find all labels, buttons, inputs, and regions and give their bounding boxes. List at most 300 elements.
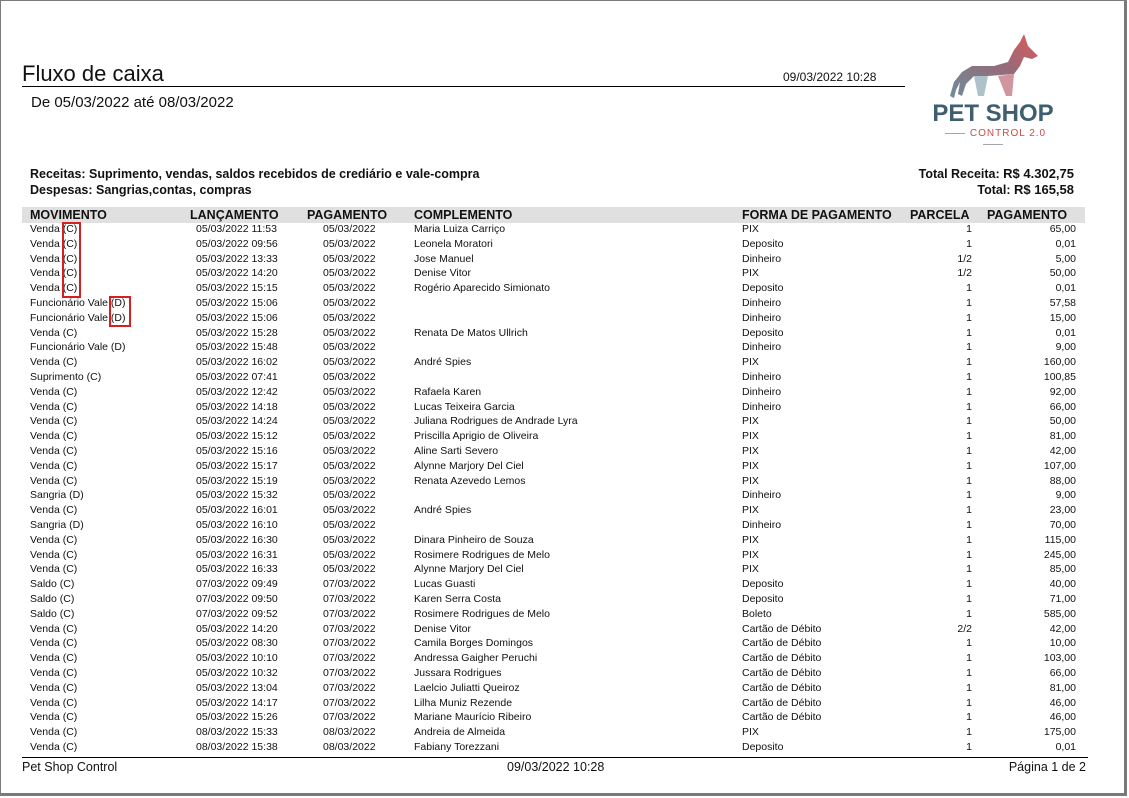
cell-parcela: 1 bbox=[966, 430, 972, 443]
cell-lancamento: 05/03/2022 14:20 bbox=[196, 267, 278, 280]
cell-valor: 5,00 bbox=[1055, 252, 1076, 265]
table-row bbox=[0, 444, 1129, 459]
cell-pagamento-data: 05/03/2022 bbox=[323, 237, 376, 250]
cell-forma-pagamento: PIX bbox=[742, 548, 759, 561]
cell-parcela: 1 bbox=[966, 371, 972, 383]
cell-pagamento-data: 05/03/2022 bbox=[323, 223, 376, 235]
cell-forma-pagamento: Dinheiro bbox=[742, 385, 782, 398]
cell-valor: 92,00 bbox=[1049, 385, 1076, 398]
cell-parcela: 1 bbox=[966, 578, 972, 591]
cell-lancamento: 07/03/2022 09:52 bbox=[196, 607, 278, 620]
cell-forma-pagamento: Cartão de Débito bbox=[742, 637, 822, 650]
cell-pagamento-data: 07/03/2022 bbox=[323, 667, 376, 679]
cell-forma-pagamento: PIX bbox=[742, 223, 759, 235]
cell-complemento: Rogério Aparecido Simionato bbox=[414, 282, 550, 295]
cell-movimento: Venda (C) bbox=[30, 533, 78, 546]
cell-movimento: Sangria (D) bbox=[30, 489, 84, 502]
cell-valor: 0,01 bbox=[1055, 326, 1076, 339]
cell-lancamento: 05/03/2022 16:30 bbox=[196, 533, 278, 546]
table-row bbox=[0, 696, 1129, 711]
cell-forma-pagamento: Dinheiro bbox=[742, 341, 782, 354]
total-geral bbox=[977, 182, 1074, 197]
cell-valor: 81,00 bbox=[1049, 681, 1076, 694]
cell-lancamento: 08/03/2022 15:33 bbox=[196, 726, 278, 739]
cell-complemento: Lucas Teixeira Garcia bbox=[414, 400, 515, 413]
header-movimento: MOVIMENTO bbox=[30, 208, 107, 222]
cell-pagamento-data: 07/03/2022 bbox=[323, 681, 376, 694]
cell-movimento: Funcionário Vale (D) bbox=[30, 297, 126, 309]
cell-forma-pagamento: Deposito bbox=[742, 741, 784, 753]
cell-forma-pagamento: PIX bbox=[742, 459, 759, 472]
cell-parcela: 1 bbox=[966, 667, 972, 679]
cell-valor: 115,00 bbox=[1044, 533, 1076, 546]
table-row bbox=[0, 666, 1129, 681]
cell-complemento: Aline Sarti Severo bbox=[414, 445, 499, 457]
cell-lancamento: 05/03/2022 14:20 bbox=[196, 622, 278, 635]
cell-forma-pagamento: Dinheiro bbox=[742, 252, 782, 265]
cell-valor: 100,85 bbox=[1043, 371, 1076, 383]
cell-pagamento-data: 07/03/2022 bbox=[323, 696, 376, 709]
cell-forma-pagamento: Deposito bbox=[742, 326, 784, 339]
cell-complemento: Camila Borges Domingos bbox=[414, 637, 534, 650]
cell-forma-pagamento: PIX bbox=[742, 415, 759, 428]
cell-movimento: Suprimento (C) bbox=[30, 371, 102, 383]
table-row bbox=[0, 562, 1129, 577]
cell-pagamento-data: 05/03/2022 bbox=[323, 341, 376, 354]
cell-movimento: Venda (C) bbox=[30, 430, 78, 443]
cell-complemento: Andreia de Almeida bbox=[414, 726, 506, 739]
cell-complemento: Denise Vitor bbox=[414, 267, 472, 280]
table-row bbox=[0, 355, 1129, 370]
cell-lancamento: 05/03/2022 10:10 bbox=[196, 652, 278, 665]
cell-parcela: 1 bbox=[966, 519, 972, 531]
cell-movimento: Venda (C) bbox=[30, 741, 78, 753]
table-row bbox=[0, 414, 1129, 429]
cell-lancamento: 05/03/2022 15:19 bbox=[196, 474, 278, 487]
cell-forma-pagamento: Cartão de Débito bbox=[742, 622, 822, 635]
table-row bbox=[0, 607, 1129, 622]
legend-receitas: Receitas: Suprimento, vendas, saldos recebidos de crediário e vale-compra bbox=[30, 167, 480, 181]
cell-lancamento: 05/03/2022 14:17 bbox=[196, 696, 278, 709]
cell-valor: 42,00 bbox=[1049, 445, 1076, 457]
cell-complemento: Alynne Marjory Del Ciel bbox=[414, 563, 524, 576]
cell-parcela: 1 bbox=[966, 504, 972, 517]
cell-movimento: Venda (C) bbox=[30, 652, 78, 665]
cell-complemento: Juliana Rodrigues de Andrade Lyra bbox=[414, 415, 578, 428]
cell-valor: 57,58 bbox=[1049, 297, 1076, 309]
total-receita-label: Total Receita: bbox=[918, 167, 1000, 181]
cell-parcela: 1 bbox=[966, 548, 972, 561]
cell-movimento: Venda (C) bbox=[30, 637, 78, 650]
cell-complemento: Denise Vitor bbox=[414, 622, 472, 635]
cell-forma-pagamento: PIX bbox=[742, 474, 759, 487]
cell-forma-pagamento: Deposito bbox=[742, 593, 784, 605]
cell-movimento: Funcionário Vale (D) bbox=[30, 311, 126, 324]
cell-parcela: 1 bbox=[966, 533, 972, 546]
cell-movimento: Funcionário Vale (D) bbox=[30, 341, 126, 354]
total-value: R$ 165,58 bbox=[1014, 182, 1074, 197]
footer-app-name: Pet Shop Control bbox=[22, 760, 118, 774]
cell-complemento: Renata Azevedo Lemos bbox=[414, 474, 526, 487]
cell-forma-pagamento: Cartão de Débito bbox=[742, 667, 822, 679]
cell-pagamento-data: 05/03/2022 bbox=[323, 563, 376, 576]
cell-valor: 245,00 bbox=[1043, 548, 1076, 561]
cell-lancamento: 05/03/2022 15:48 bbox=[196, 341, 278, 354]
total-receita-value: R$ 4.302,75 bbox=[1003, 166, 1074, 181]
cell-pagamento-data: 05/03/2022 bbox=[323, 415, 376, 428]
footer-printed-at: 09/03/2022 10:28 bbox=[507, 760, 605, 774]
cell-movimento: Sangria (D) bbox=[30, 519, 84, 531]
cell-pagamento-data: 05/03/2022 bbox=[323, 548, 376, 561]
cell-movimento: Venda (C) bbox=[30, 459, 78, 472]
cell-valor: 15,00 bbox=[1049, 311, 1076, 324]
cell-movimento: Venda (C) bbox=[30, 504, 78, 517]
cell-pagamento-data: 05/03/2022 bbox=[323, 385, 376, 398]
cell-valor: 585,00 bbox=[1043, 607, 1076, 620]
table-header bbox=[22, 207, 1085, 223]
cell-valor: 66,00 bbox=[1049, 667, 1076, 679]
cell-valor: 42,00 bbox=[1049, 622, 1076, 635]
table-row bbox=[0, 503, 1129, 518]
cell-complemento: Rosimere Rodrigues de Melo bbox=[414, 548, 550, 561]
cell-valor: 81,00 bbox=[1049, 430, 1076, 443]
cell-valor: 0,01 bbox=[1055, 282, 1076, 295]
report-datetime: 09/03/2022 10:28 bbox=[783, 70, 877, 84]
cell-valor: 9,00 bbox=[1055, 489, 1076, 502]
cell-movimento: Venda (C) bbox=[30, 237, 78, 250]
table-row bbox=[0, 592, 1129, 607]
table-row bbox=[0, 459, 1129, 474]
cell-forma-pagamento: Cartão de Débito bbox=[742, 681, 822, 694]
cell-movimento: Saldo (C) bbox=[30, 607, 75, 620]
table-row bbox=[0, 710, 1129, 725]
cell-parcela: 1 bbox=[966, 652, 972, 665]
table-row bbox=[0, 622, 1129, 637]
logo-brand: PET SHOP bbox=[932, 100, 1054, 127]
header-parcela: PARCELA bbox=[910, 208, 970, 222]
cell-parcela: 1 bbox=[966, 223, 972, 235]
table-row bbox=[0, 237, 1129, 252]
cell-valor: 85,00 bbox=[1049, 563, 1076, 576]
cell-lancamento: 05/03/2022 15:06 bbox=[196, 311, 278, 324]
header-forma-pagamento: FORMA DE PAGAMENTO bbox=[742, 208, 892, 222]
table-row bbox=[0, 577, 1129, 592]
cell-valor: 10,00 bbox=[1049, 637, 1076, 650]
cell-pagamento-data: 05/03/2022 bbox=[323, 400, 376, 413]
cell-parcela: 1 bbox=[966, 385, 972, 398]
cell-valor: 66,00 bbox=[1049, 400, 1076, 413]
header-pagamento-data: PAGAMENTO bbox=[307, 208, 388, 222]
cell-parcela: 1 bbox=[966, 326, 972, 339]
cell-forma-pagamento: PIX bbox=[742, 267, 759, 280]
cell-valor: 9,00 bbox=[1055, 341, 1076, 354]
cell-valor: 0,01 bbox=[1055, 237, 1076, 250]
footer-page-number: Página 1 de 2 bbox=[1008, 760, 1086, 774]
cell-movimento: Venda (C) bbox=[30, 282, 78, 295]
logo-subtitle: CONTROL 2.0 bbox=[930, 128, 1056, 150]
cell-lancamento: 05/03/2022 09:56 bbox=[196, 237, 278, 250]
cell-pagamento-data: 05/03/2022 bbox=[323, 504, 376, 517]
cell-pagamento-data: 05/03/2022 bbox=[323, 326, 376, 339]
cell-complemento: Lilha Muniz Rezende bbox=[414, 696, 513, 709]
cell-valor: 175,00 bbox=[1043, 726, 1076, 739]
cell-forma-pagamento: Dinheiro bbox=[742, 297, 782, 309]
cell-pagamento-data: 05/03/2022 bbox=[323, 356, 376, 369]
cell-complemento: Renata De Matos Ullrich bbox=[414, 326, 528, 339]
cell-lancamento: 05/03/2022 11:53 bbox=[196, 223, 277, 235]
cell-complemento: Mariane Maurício Ribeiro bbox=[414, 711, 532, 724]
cell-pagamento-data: 05/03/2022 bbox=[323, 474, 376, 487]
cell-forma-pagamento: Deposito bbox=[742, 578, 784, 591]
table-row bbox=[0, 488, 1129, 503]
cell-lancamento: 05/03/2022 15:16 bbox=[196, 445, 278, 457]
cell-parcela: 1 bbox=[966, 415, 972, 428]
cell-valor: 107,00 bbox=[1043, 459, 1076, 472]
footer-divider bbox=[22, 757, 1088, 758]
cell-complemento: Priscilla Aprigio de Oliveira bbox=[414, 430, 539, 443]
table-row bbox=[0, 400, 1129, 415]
table-row bbox=[0, 725, 1129, 740]
cell-pagamento-data: 05/03/2022 bbox=[323, 533, 376, 546]
cell-valor: 70,00 bbox=[1049, 519, 1076, 531]
cell-pagamento-data: 07/03/2022 bbox=[323, 578, 376, 591]
cell-parcela: 1 bbox=[966, 489, 972, 502]
cell-forma-pagamento: PIX bbox=[742, 445, 759, 457]
cell-movimento: Venda (C) bbox=[30, 548, 78, 561]
cell-parcela: 1/2 bbox=[957, 267, 972, 280]
cell-complemento: Jose Manuel bbox=[414, 252, 474, 265]
header-lancamento: LANÇAMENTO bbox=[190, 208, 279, 222]
cell-pagamento-data: 05/03/2022 bbox=[323, 489, 376, 502]
table-row bbox=[0, 281, 1129, 296]
cell-pagamento-data: 07/03/2022 bbox=[323, 593, 376, 605]
cell-lancamento: 05/03/2022 14:18 bbox=[196, 400, 278, 413]
cell-forma-pagamento: Deposito bbox=[742, 282, 784, 295]
cell-parcela: 1 bbox=[966, 593, 972, 605]
cell-complemento: André Spies bbox=[414, 356, 472, 369]
table-row bbox=[0, 252, 1129, 267]
cell-valor: 46,00 bbox=[1049, 696, 1076, 709]
cell-complemento: Alynne Marjory Del Ciel bbox=[414, 459, 524, 472]
cell-lancamento: 05/03/2022 08:30 bbox=[196, 637, 278, 650]
cell-pagamento-data: 07/03/2022 bbox=[323, 711, 376, 724]
cell-movimento: Venda (C) bbox=[30, 326, 78, 339]
cell-parcela: 1 bbox=[966, 445, 972, 457]
cell-forma-pagamento: Deposito bbox=[742, 237, 784, 250]
cell-pagamento-data: 05/03/2022 bbox=[323, 459, 376, 472]
cell-lancamento: 05/03/2022 15:12 bbox=[196, 430, 278, 443]
cell-pagamento-data: 05/03/2022 bbox=[323, 297, 376, 309]
cell-movimento: Venda (C) bbox=[30, 267, 78, 280]
cell-lancamento: 05/03/2022 15:28 bbox=[196, 326, 278, 339]
cell-lancamento: 05/03/2022 14:24 bbox=[196, 415, 278, 428]
cell-movimento: Venda (C) bbox=[30, 385, 78, 398]
cell-valor: 23,00 bbox=[1049, 504, 1076, 517]
cell-movimento: Venda (C) bbox=[30, 252, 78, 265]
cell-parcela: 1 bbox=[966, 297, 972, 309]
cell-movimento: Venda (C) bbox=[30, 667, 78, 679]
table-row bbox=[0, 651, 1129, 666]
cell-forma-pagamento: Cartão de Débito bbox=[742, 652, 822, 665]
cell-lancamento: 05/03/2022 13:33 bbox=[196, 252, 278, 265]
cell-parcela: 2/2 bbox=[957, 622, 972, 635]
cell-parcela: 1 bbox=[966, 356, 972, 369]
highlight-credit-marker bbox=[62, 222, 81, 298]
cell-movimento: Saldo (C) bbox=[30, 578, 75, 591]
cell-movimento: Venda (C) bbox=[30, 726, 78, 739]
cell-lancamento: 05/03/2022 16:01 bbox=[196, 504, 278, 517]
table-row bbox=[0, 385, 1129, 400]
legend-despesas: Despesas: Sangrias,contas, compras bbox=[30, 183, 252, 197]
cell-parcela: 1 bbox=[966, 681, 972, 694]
cell-complemento: Leonela Moratori bbox=[414, 237, 493, 250]
cell-pagamento-data: 05/03/2022 bbox=[323, 282, 376, 295]
table-row bbox=[0, 681, 1129, 696]
cell-pagamento-data: 08/03/2022 bbox=[323, 741, 376, 753]
table-row bbox=[0, 474, 1129, 489]
cell-lancamento: 05/03/2022 15:26 bbox=[196, 711, 278, 724]
cell-pagamento-data: 05/03/2022 bbox=[323, 445, 376, 457]
header-complemento: COMPLEMENTO bbox=[414, 208, 513, 222]
cell-movimento: Venda (C) bbox=[30, 400, 78, 413]
cell-lancamento: 05/03/2022 16:31 bbox=[196, 548, 278, 561]
cell-parcela: 1 bbox=[966, 726, 972, 739]
report-period: De 05/03/2022 até 08/03/2022 bbox=[31, 94, 234, 111]
cell-forma-pagamento: PIX bbox=[742, 533, 759, 546]
cell-forma-pagamento: PIX bbox=[742, 563, 759, 576]
table-row bbox=[0, 222, 1129, 237]
total-receita bbox=[919, 166, 1074, 181]
cell-complemento: Maria Luiza Carriço bbox=[414, 223, 506, 235]
cell-valor: 160,00 bbox=[1043, 356, 1076, 369]
header-pagamento-valor: PAGAMENTO bbox=[987, 208, 1068, 222]
cell-forma-pagamento: Cartão de Débito bbox=[742, 711, 822, 724]
cell-complemento: Lucas Guasti bbox=[414, 578, 476, 591]
cell-valor: 0,01 bbox=[1055, 741, 1076, 753]
cell-valor: 71,00 bbox=[1049, 593, 1076, 605]
cell-pagamento-data: 05/03/2022 bbox=[323, 252, 376, 265]
cell-lancamento: 05/03/2022 07:41 bbox=[196, 371, 278, 383]
table-row bbox=[0, 370, 1129, 385]
cell-parcela: 1 bbox=[966, 311, 972, 324]
cell-valor: 50,00 bbox=[1049, 267, 1076, 280]
cell-movimento: Saldo (C) bbox=[30, 593, 75, 605]
cell-forma-pagamento: PIX bbox=[742, 504, 759, 517]
cell-complemento: André Spies bbox=[414, 504, 472, 517]
cell-lancamento: 05/03/2022 16:33 bbox=[196, 563, 278, 576]
cell-movimento: Venda (C) bbox=[30, 474, 78, 487]
cell-pagamento-data: 07/03/2022 bbox=[323, 637, 376, 650]
cell-pagamento-data: 05/03/2022 bbox=[323, 430, 376, 443]
cell-pagamento-data: 08/03/2022 bbox=[323, 726, 376, 739]
cell-complemento: Jussara Rodrigues bbox=[414, 667, 502, 679]
cell-forma-pagamento: PIX bbox=[742, 726, 759, 739]
cell-pagamento-data: 05/03/2022 bbox=[323, 519, 376, 531]
cell-valor: 46,00 bbox=[1049, 711, 1076, 724]
table-row bbox=[0, 636, 1129, 651]
cell-complemento: Rafaela Karen bbox=[414, 385, 482, 398]
cell-complemento: Andressa Gaigher Peruchi bbox=[414, 652, 538, 665]
table-row bbox=[0, 740, 1129, 755]
cell-lancamento: 05/03/2022 15:06 bbox=[196, 297, 278, 309]
cell-valor: 40,00 bbox=[1049, 578, 1076, 591]
cell-movimento: Venda (C) bbox=[30, 681, 78, 694]
cell-forma-pagamento: Dinheiro bbox=[742, 311, 782, 324]
cell-movimento: Venda (C) bbox=[30, 711, 78, 724]
table-row bbox=[0, 533, 1129, 548]
cell-parcela: 1 bbox=[966, 341, 972, 354]
table-row bbox=[0, 326, 1129, 341]
cell-parcela: 1 bbox=[966, 637, 972, 650]
cell-pagamento-data: 05/03/2022 bbox=[323, 311, 376, 324]
cell-pagamento-data: 07/03/2022 bbox=[323, 652, 376, 665]
cell-parcela: 1 bbox=[966, 607, 972, 620]
cell-forma-pagamento: Dinheiro bbox=[742, 489, 782, 502]
cell-pagamento-data: 05/03/2022 bbox=[323, 371, 376, 383]
cell-parcela: 1 bbox=[966, 237, 972, 250]
cell-forma-pagamento: PIX bbox=[742, 430, 759, 443]
cell-parcela: 1/2 bbox=[957, 252, 972, 265]
cell-forma-pagamento: Dinheiro bbox=[742, 519, 782, 531]
table-row bbox=[0, 429, 1129, 444]
report-title: Fluxo de caixa bbox=[22, 62, 905, 87]
cell-lancamento: 05/03/2022 13:04 bbox=[196, 681, 278, 694]
cell-parcela: 1 bbox=[966, 563, 972, 576]
table-row bbox=[0, 296, 1129, 311]
cell-lancamento: 05/03/2022 16:02 bbox=[196, 356, 278, 369]
cell-parcela: 1 bbox=[966, 711, 972, 724]
cell-complemento: Karen Serra Costa bbox=[414, 593, 501, 605]
cell-valor: 50,00 bbox=[1049, 415, 1076, 428]
cell-pagamento-data: 07/03/2022 bbox=[323, 607, 376, 620]
table-row bbox=[0, 266, 1129, 281]
cell-lancamento: 05/03/2022 15:32 bbox=[196, 489, 278, 502]
cell-parcela: 1 bbox=[966, 282, 972, 295]
cell-valor: 103,00 bbox=[1043, 652, 1076, 665]
cell-parcela: 1 bbox=[966, 741, 972, 753]
cell-movimento: Venda (C) bbox=[30, 563, 78, 576]
cell-parcela: 1 bbox=[966, 474, 972, 487]
cell-lancamento: 05/03/2022 15:17 bbox=[196, 459, 278, 472]
cell-movimento: Venda (C) bbox=[30, 622, 78, 635]
cell-valor: 88,00 bbox=[1049, 474, 1076, 487]
cell-movimento: Venda (C) bbox=[30, 223, 78, 235]
table-row bbox=[0, 518, 1129, 533]
cell-parcela: 1 bbox=[966, 459, 972, 472]
cell-lancamento: 08/03/2022 15:38 bbox=[196, 741, 278, 753]
cell-complemento: Dinara Pinheiro de Souza bbox=[414, 533, 534, 546]
cell-lancamento: 05/03/2022 15:15 bbox=[196, 282, 278, 295]
cell-complemento: Laelcio Juliatti Queiroz bbox=[414, 681, 520, 694]
table-row bbox=[0, 548, 1129, 563]
cell-parcela: 1 bbox=[966, 696, 972, 709]
cell-parcela: 1 bbox=[966, 400, 972, 413]
table-row bbox=[0, 340, 1129, 355]
cell-complemento: Fabiany Torezzani bbox=[414, 741, 500, 753]
cell-forma-pagamento: PIX bbox=[742, 356, 759, 369]
table-row bbox=[0, 311, 1129, 326]
cell-movimento: Venda (C) bbox=[30, 696, 78, 709]
cell-lancamento: 07/03/2022 09:49 bbox=[196, 578, 278, 591]
cell-forma-pagamento: Dinheiro bbox=[742, 400, 782, 413]
cell-movimento: Venda (C) bbox=[30, 445, 78, 457]
cell-lancamento: 05/03/2022 16:10 bbox=[196, 519, 278, 531]
cell-lancamento: 05/03/2022 10:32 bbox=[196, 667, 278, 679]
total-label: Total: bbox=[977, 183, 1011, 197]
cell-lancamento: 07/03/2022 09:50 bbox=[196, 593, 278, 605]
highlight-debit-marker bbox=[109, 296, 131, 327]
cell-lancamento: 05/03/2022 12:42 bbox=[196, 385, 278, 398]
